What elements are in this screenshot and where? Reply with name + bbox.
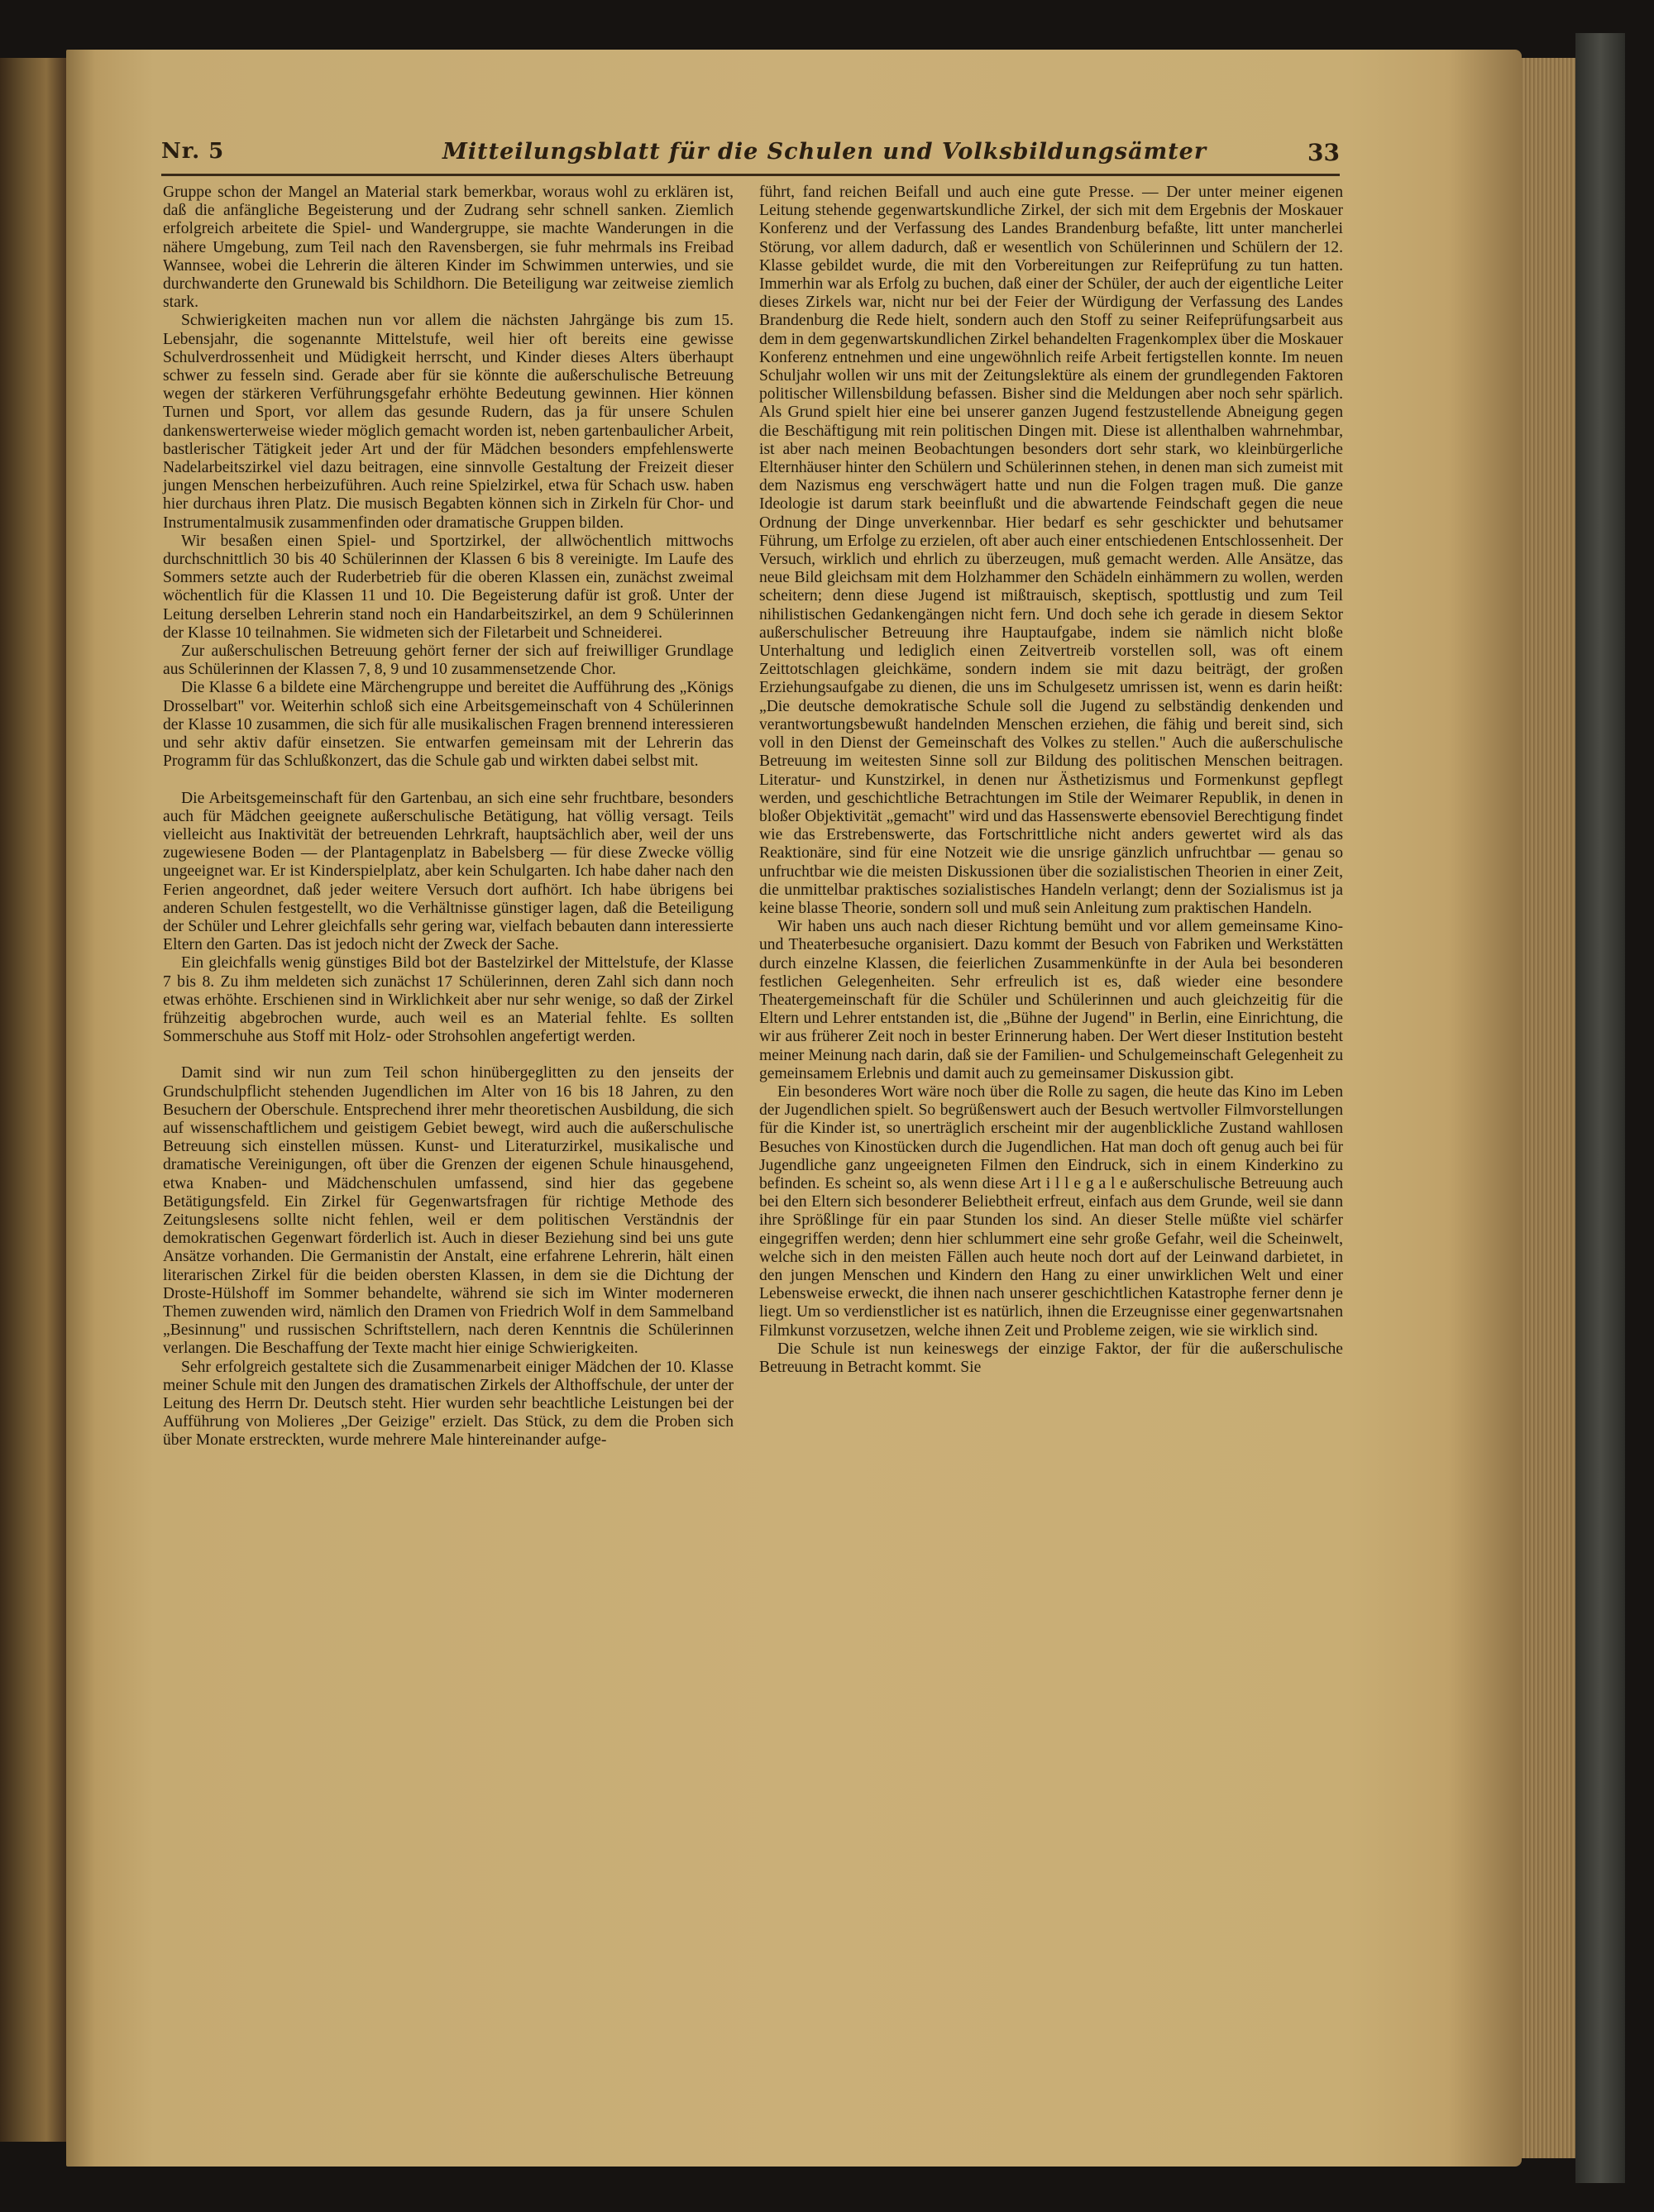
running-header [161,139,1340,172]
header-rule [161,174,1340,176]
page-number: 33 [1307,139,1340,166]
paragraph: Zur außerschulischen Betreuung gehört ferner der sich auf freiwilliger Grundlage aus Schülerinnen der Klassen 7, 8, 9 und 10 zusammensetzende Chor. [163,643,734,679]
paragraph: führt, fand reichen Beifall und auch eine gute Presse. — Der unter meiner eigenen Leitung stehende gegenwartskundliche Zirkel, der sich mit dem Ergebnis der Moskauer Konferenz und der Verfassung des Landes Brandenburg befaßte, litt unter mancherlei Störung, vor allem dadurch, daß er wesentlich von Schülerinnen und Schülern der 12. Klasse gebildet wurde, die mit den Vorbereitungen zur Reifeprüfung zu tun hatten. Immerhin war als Erfolg zu buchen, daß einer der Schüler, der auch der eigentliche Leiter dieses Zirkels war, nicht nur bei der Feier der Würdigung der Verfassung des Landes Brandenburg die Rede hielt, sondern auch den Stoff zu seiner Reifeprüfungsarbeit aus dem in dem gegenwartskundlichen Zirkel behandelten Fragenkomplex über die Moskauer Konferenz entnehmen und eine ungewöhnlich reife Arbeit fertigstellen konnte. Im neuen Schuljahr wollen wir uns mit der Zeitungslektüre als einem der grundlegenden Faktoren politischer Willensbildung befassen. Bisher sind die Meldungen aber noch sehr spärlich. Als Grund spielt hier eine bei unserer ganzen Jugend festzustellende Abneigung gegen die Beschäftigung mit rein politischen Dingen mit. Diese ist allenthalben wahrnehmbar, ist aber nach meinen Beobachtungen besonders dort sehr stark, wo kleinbürgerliche Elternhäuser hinter den Schülern und Schülerinnen stehen, in denen man sich zumeist mit dem Nazismus eng verschwägert hatte und nun die Folgen tragen muß. Die ganze Ideologie ist darum stark beeinflußt und die abwartende Feindschaft gegen die neue Ordnung der Dinge unverkennbar. Hier bedarf es sehr geschickter und behutsamer Führung, um Erfolge zu erzielen, oft aber auch einer entschiedenen Entschlossenheit. Der Versuch, wirklich und ehrlich zu überzeugen, muß gemacht werden. Alle Ansätze, das neue Bild gleichsam mit dem Holzhammer den Schädeln einhämmern zu wollen, werden scheitern; denn diese Jugend ist mißtrauisch, skeptisch, spottlustig und zum Teil nihilistischen Gedankengängen nicht fern. Und doch sehe ich gerade in diesem Sektor außerschulischer Betreuung ihre Hauptaufgabe, indem sie nämlich nicht bloße Unterhaltung und lediglich einen Zeitvertreib vorstellen soll, was oft einem Zeittotschlagen gleichkäme, sondern indem sie mit dazu beiträgt, der großen Erziehungsaufgabe zu dienen, die uns im Schulgesetz umrissen ist, wenn es darin heißt: „Die deutsche demokratische Schule soll die Jugend zu selbständig denkenden und verantwortungsbewußt handelnden Menschen erziehen, die fähig und bereit sind, sich voll in den Dienst der Gemeinschaft des Volkes zu stellen." Auch die außerschulische Betreuung im weitesten Sinne soll zur Bildung des politischen Menschen beitragen. Literatur- und Kunstzirkel, in denen nur Ästhetizismus und Formenkunst gepflegt werden, und geschichtliche Betrachtungen im Stile der Weimarer Republik, in denen in bloßer Objektivität „gemacht" wird und das Hassenswerte ebensoviel Berechtigung findet wie das Erstrebenswerte, das Fortschrittliche nicht anders gewertet wird als das Reaktionäre, sind für eine Notzeit wie die unsrige gänzlich unfruchtbar — genau so unfruchtbar wie die meisten Diskussionen über die sozialistischen Theorien in einer Zeit, die unmittelbar praktisches sozialistisches Handeln verlangt; denn der Sozialismus ist ja keine blasse Theorie, sondern soll und muß sein Anleitung zum praktischen Handeln. [759,184,1343,917]
left-text-column [163,184,734,1450]
publication-title: Mitteilungsblatt für die Schulen und Volksbildungsämter [442,139,1207,165]
paragraph: Ein besonderes Wort wäre noch über die Rolle zu sagen, die heute das Kino im Leben der Jugendlichen spielt. So begrüßenswert auch der Besuch wertvoller Filmvorstellungen für die Kinder ist, so unerträglich erscheint mir der augenblickliche Zustand wahllosen Besuches von Kinostücken durch die Jugendlichen. Hat man doch oft genug auch bei für Jugendliche ganz ungeeigneten Filmen den Eindruck, sich in einem Kinderkino zu befinden. Es scheint so, als wenn diese Art i l l e g a l e außerschulische Betreuung auch bei den Eltern sich besonderer Beliebtheit erfreut, einfach aus dem Grunde, weil sie dann ihre Sprößlinge für ein paar Stunden los sind. An dieser Stelle müßte viel schärfer eingegriffen werden; denn hier schlummert eine sehr große Gefahr, weil die Scheinwelt, welche sich in den meisten Fällen auch heute noch dort auf der Leinwand darbietet, in den jungen Menschen und Kindern den Hang zu einer unwirklichen Welt und einer Lebensweise erweckt, die ihnen nach unserer geschichtlichen Katastrophe ferner denn je liegt. Um so verdienstlicher ist es natürlich, ihnen die Erzeugnisse einer gegenwartsnahen Filmkunst vorzusetzen, welche ihnen Zeit und Probleme zeigen, wie sie wirklich sind. [759,1082,1343,1340]
paragraph: Damit sind wir nun zum Teil schon hinübergeglitten zu den jenseits der Grundschulpflicht stehenden Jugendlichen im Alter von 16 bis 18 Jahren, zu den Besuchern der Oberschule. Entsprechend ihrer mehr theoretischen Ausbildung, die sich auf wissenschaftlichem und geistigem Gebiet bewegt, wird auch die außerschulische Betreuung sich einstellen müssen. Kunst- und Literaturzirkel, musikalische und dramatische Vereinigungen, oft über die Grenzen der eigenen Schule hinausgehend, etwa Knaben- und Mädchenschulen umfassend, sind hier das gegebene Betätigungsfeld. Ein Zirkel für Gegenwartsfragen für richtige Methode des Zeitungslesens sollte nicht fehlen, weil er dem politischen Verständnis der demokratischen Gegenwart förderlich ist. Auch in dieser Beziehung sind bei uns gute Ansätze vorhanden. Die Germanistin der Anstalt, eine erfahrene Lehrerin, hält einen literarischen Zirkel für die beiden obersten Klassen, in dem sie die Dichtung der Droste-Hülshoff im Sommer behandelte, während sie sich im Winter moderneren Themen zuwenden wird, nämlich den Dramen von Friedrich Wolf in dem Sammelband „Besinnung" und russischen Schriftstellern, nach deren Kenntnis die Schülerinnen verlangen. Die Beschaffung der Texte macht hier einige Schwierigkeiten. [163,1064,734,1358]
paragraph: Schwierigkeiten machen nun vor allem die nächsten Jahrgänge bis zum 15. Lebensjahr, die sogenannte Mittelstufe, weil hier oft bereits eine gewisse Schulverdrossenheit und Müdigkeit herrscht, und Kinder dieses Alters überhaupt schwer zu fesseln sind. Gerade aber für sie könnte die außerschulische Betreuung wegen der stärkeren Verführungsgefahr erhöhte Bedeutung gewinnen. Hier können Turnen und Sport, vor allem das gesunde Rudern, das ja für unsere Schulen dankenswerterweise wieder möglich gemacht worden ist, neben gartenbaulicher Arbeit, bastlerischer Tätigkeit jeder Art und der für Mädchen besonders empfehlenswerte Nadelarbeitszirkel viel dazu beitragen, eine sinnvolle Gestaltung der Freizeit dieser jungen Menschen herbeizuführen. Auch reine Spielzirkel, etwa für Schach usw. haben hier durchaus ihren Platz. Die musisch Begabten können sich in Zirkeln für Chor- und Instrumentalmusik zusammenfinden oder dramatische Gruppen bilden. [163,312,734,532]
paragraph: Die Schule ist nun keineswegs der einzige Faktor, der für die außerschulische Betreuung in Betracht kommt. Sie [759,1340,1343,1376]
page-stack-edge [1522,58,1575,2158]
paragraph: Gruppe schon der Mangel an Material stark bemerkbar, woraus wohl zu erklären ist, daß die anfängliche Begeisterung und der Zudrang sehr schnell sanken. Ziemlich erfolgreich arbeitete die Spiel- und Wandergruppe, sie machte Wanderungen in die nähere Umgebung, zum Teil nach den Ravensbergen, sie fuhr mehrmals ins Freibad Wannsee, wobei die Lehrerin die älteren Kinder im Schwimmen unterwies, und sie durchwanderte den Grunewald bis Schildhorn. Die Beteiligung war zeitweise ziemlich stark. [163,184,734,312]
right-text-column [759,184,1343,1377]
paragraph: Wir haben uns auch nach dieser Richtung bemüht und vor allem gemeinsame Kino- und Theaterbesuche organisiert. Dazu kommt der Besuch von Fabriken und Werkstätten durch einzelne Klassen, die feierlichen Zusammenkünfte in der Aula bei besonderen festlichen Gelegenheiten. Sehr erfreulich ist es, daß wieder eine besondere Theatergemeinschaft für die Schüler und Schülerinnen und auch gleichzeitig für die Eltern und Lehrer entstanden ist, die „Bühne der Jugend" in Berlin, eine Einrichtung, die wir aus früherer Zeit noch in bester Erinnerung haben. Der Wert dieser Institution besteht meiner Meinung nach darin, daß sie der Familien- und Schulgemeinschaft Gelegenheit zu gemeinsamem Erlebnis und damit auch zu gemeinsamer Diskussion gibt. [759,918,1343,1082]
paragraph: Wir besaßen einen Spiel- und Sportzirkel, der allwöchentlich mittwochs durchschnittlich 30 bis 40 Schülerinnen der Klassen 6 bis 8 vereinigte. Im Laufe des Sommers setzte auch der Ruderbetrieb für die oberen Klassen ein, zunächst zweimal wöchentlich für die Klassen 11 und 10. Die Begeisterung dafür ist groß. Unter der Leitung derselben Lehrerin stand noch ein Handarbeitszirkel, an dem 9 Schülerinnen der Klasse 10 teilnahmen. Sie widmeten sich der Filetarbeit und Schneiderei. [163,532,734,642]
paragraph: Ein gleichfalls wenig günstiges Bild bot der Bastelzirkel der Mittelstufe, der Klasse 7 bis 8. Zu ihm meldeten sich zunächst 17 Schülerinnen, deren Zahl sich dann noch etwas erhöhte. Erschienen sind in Wirklichkeit aber nur sehr wenige, so daß der Zirkel frühzeitig abgebrochen wurde, auch weil es an Material fehlte. Es sollten Sommerschuhe aus Stoff mit Holz- oder Strohsohlen angefertigt werden. [163,954,734,1046]
paragraph: Die Klasse 6 a bildete eine Märchengruppe und bereitet die Aufführung des „Königs Drosselbart" vor. Weiterhin schloß sich eine Arbeitsgemeinschaft von 4 Schülerinnen der Klasse 10 zusammen, die sich für alle musikalischen Fragen brennend interessieren und sehr aktiv dafür einsetzen. Sie entwarfen gemeinsam mit der Lehrerin das Programm für das Schlußkonzert, das die Schule gab und wirkten dabei selbst mit. [163,679,734,771]
paragraph: Die Arbeitsgemeinschaft für den Gartenbau, an sich eine sehr fruchtbare, besonders auch für Mädchen geeignete außerschulische Betätigung, hat völlig versagt. Teils vielleicht aus Inaktivität der betreuenden Lehrkraft, hauptsächlich aber, weil der uns zugewiesene Boden — der Plantagenplatz in Babelsberg — für diese Zwecke völlig ungeeignet war. Er ist Kinderspielplatz, aber kein Schulgarten. Ich habe daher nach den Ferien angeordnet, daß jeder weitere Versuch dort aufhört. Ich habe übrigens bei anderen Schulen festgestellt, wo die Verhältnisse günstiger lagen, daß die Beteiligung der Schüler und Lehrer gleichfalls sehr gering war, vielfach bebauten dann interessierte Eltern den Garten. Das ist jedoch nicht der Zweck der Sache. [163,789,734,954]
previous-page-edge [0,58,66,2142]
issue-number: Nr. 5 [161,139,225,164]
paragraph: Sehr erfolgreich gestaltete sich die Zusammenarbeit einiger Mädchen der 10. Klasse meiner Schule mit den Jungen des dramatischen Zirkels der Althoffschule, der unter der Leitung des Herrn Dr. Deutsch steht. Hier wurden sehr beachtliche Leistungen bei der Aufführung von Molieres „Der Geizige" erzielt. Das Stück, zu dem die Proben sich über Monate erstreckten, wurde mehrere Male hintereinander aufge- [163,1358,734,1450]
book-cover-edge [1575,33,1625,2183]
